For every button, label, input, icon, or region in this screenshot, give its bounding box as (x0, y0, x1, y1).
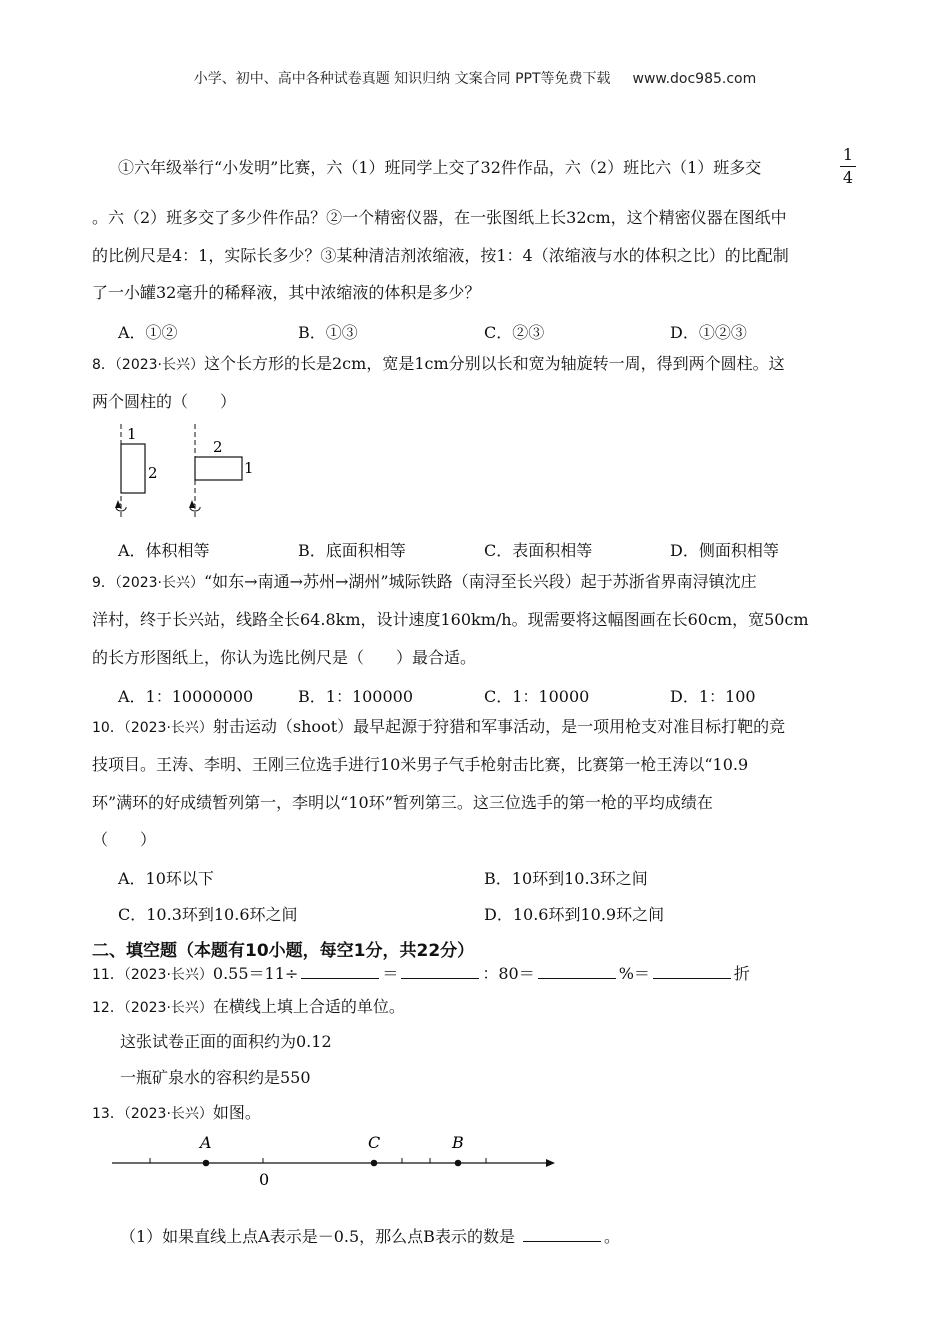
q10-line-3: 环”满环的好成绩暂列第一，李明以“10环”暂列第三。这三位选手的第一枪的平均成绩在 (92, 793, 713, 812)
q8-option-a: A．体积相等 (118, 541, 210, 560)
rect-a-top-label: 1 (127, 425, 137, 443)
point-b-label: B (452, 1133, 464, 1152)
q10-number: 10．（2023·长兴） (92, 720, 213, 736)
q10-line-1 (92, 719, 785, 735)
q8-line-2: 两个圆柱的（ ） (92, 392, 237, 411)
q11-part-5: 折 (733, 964, 750, 983)
q12-line-1 (92, 999, 405, 1015)
q10-option-b: B．10环到10.3环之间 (484, 869, 648, 888)
rectangle-shape (195, 457, 242, 480)
q13-number: 13．（2023·长兴） (92, 1106, 213, 1122)
fraction-numerator: 1 (842, 145, 854, 164)
q8-option-c: C．表面积相等 (484, 541, 593, 560)
number-line-arrow-icon (546, 1159, 555, 1167)
q8-number: 8．（2023·长兴） (92, 357, 204, 373)
q10-text-1: 射击运动（shoot）最早起源于狩猎和军事活动，是一项用枪支对准目标打靶的竞 (212, 717, 786, 736)
page-header (0, 68, 950, 88)
q13-sub-1 (120, 1227, 620, 1245)
q13-line-1 (92, 1105, 261, 1121)
q13-sub-1-text: （1）如果直线上点A表示是－0.5，那么点B表示的数是 (120, 1227, 515, 1246)
q7-line-4: 了一小罐32毫升的稀释液，其中浓缩液的体积是多少？ (92, 283, 481, 302)
q7-line-1: ①六年级举行“小发明”比赛，六（1）班同学上交了32件作品，六（2）班比六（1）班多交 (118, 158, 762, 177)
q8-text-1: 这个长方形的长是2cm，宽是1cm分别以长和宽为轴旋转一周，得到两个圆柱。这 (204, 354, 785, 373)
answer-blank[interactable] (301, 964, 379, 979)
q10-option-d: D．10.6环到10.9环之间 (484, 905, 665, 924)
q13-sub-1-end: 。 (603, 1227, 620, 1246)
q7-option-a: A．①② (118, 323, 178, 342)
q7-option-b: B．①③ (298, 323, 358, 342)
q8-option-b: B．底面积相等 (298, 541, 406, 560)
point-a-label: A (200, 1133, 212, 1152)
point-c-label: C (368, 1133, 381, 1152)
q10-option-a: A．10环以下 (118, 869, 214, 888)
q9-number: 9．（2023·长兴） (92, 575, 204, 591)
section-title: 二、填空题（本题有10小题，每空1分，共22分） (92, 941, 475, 961)
q9-option-a: A．1：10000000 (118, 687, 254, 706)
q11-part-3: ：80＝ (482, 964, 535, 983)
q8-option-d: D．侧面积相等 (670, 541, 779, 560)
rect-a-side-label: 2 (148, 464, 158, 482)
q7-option-c: C．②③ (484, 323, 545, 342)
q7-line-3: 的比例尺是4：1，实际长多少？③某种清洁剂浓缩液，按1：4（浓缩液与水的体积之比）的比配制 (92, 246, 789, 265)
q12-line-2: 这张试卷正面的面积约为0.12 (120, 1032, 332, 1051)
answer-blank[interactable] (653, 964, 731, 979)
q9-option-b: B．1：100000 (298, 687, 414, 706)
q11-part-1: 0.55＝11÷ (212, 964, 299, 983)
q9-text-1: “如东→南通→苏州→湖州”城际铁路（南浔至长兴段）起于苏浙省界南浔镇沈庄 (204, 572, 757, 591)
q8-line-1 (92, 356, 785, 372)
answer-blank[interactable] (538, 964, 616, 979)
point-b-dot (455, 1160, 462, 1167)
q7-option-d: D．①②③ (670, 323, 747, 342)
number-line-figure (100, 1128, 570, 1193)
rectangle-shape (121, 444, 145, 493)
q9-line-2: 洋村，终于长兴站，线路全长64.8km，设计速度160km/h。现需要将这幅图画在长60cm，宽50cm (92, 610, 809, 629)
point-c-dot (371, 1160, 378, 1167)
q7-fraction (840, 146, 856, 187)
q9-option-d: D．1：100 (670, 687, 756, 706)
header-text: 小学、初中、高中各种试卷真题 知识归纳 文案合同 PPT等免费下载 (193, 71, 611, 87)
q11-number: 11．（2023·长兴） (92, 967, 213, 983)
q7-line-2: 。六（2）班多交了多少件作品？②一个精密仪器，在一张图纸上长32cm，这个精密仪器在图纸中 (92, 208, 787, 227)
zero-label: 0 (259, 1170, 270, 1189)
q9-line-3: 的长方形图纸上，你认为选比例尺是（ ）最合适。 (92, 648, 477, 667)
rect-b-side-label: 1 (244, 459, 254, 477)
header-site-link[interactable]: www.doc985.com (632, 71, 757, 87)
q12-number: 12．（2023·长兴） (92, 1000, 213, 1016)
q12-line-3: 一瓶矿泉水的容积约是550 (120, 1068, 311, 1087)
fraction-denominator: 4 (842, 168, 854, 187)
q11-part-2: ＝ (382, 964, 399, 983)
answer-blank[interactable] (401, 964, 479, 979)
q12-text-1: 在横线上填上合适的单位。 (212, 997, 405, 1016)
q10-option-c: C．10.3环到10.6环之间 (118, 905, 298, 924)
q10-line-4: （ ） (92, 830, 157, 849)
answer-blank[interactable] (523, 1227, 601, 1242)
q9-line-1 (92, 574, 757, 590)
q10-line-2: 技项目。王涛、李明、王刚三位选手进行10米男子气手枪射击比赛，比赛第一枪王涛以“10.9 (92, 755, 749, 774)
rect-b-top-label: 2 (213, 438, 223, 456)
q11-part-4: %＝ (618, 964, 650, 983)
q8-rectangles-figure (100, 420, 270, 525)
point-a-dot (203, 1160, 210, 1167)
fraction-bar (840, 166, 856, 167)
q13-text-1: 如图。 (212, 1103, 261, 1122)
q11-line (92, 964, 750, 982)
q9-option-c: C．1：10000 (484, 687, 590, 706)
